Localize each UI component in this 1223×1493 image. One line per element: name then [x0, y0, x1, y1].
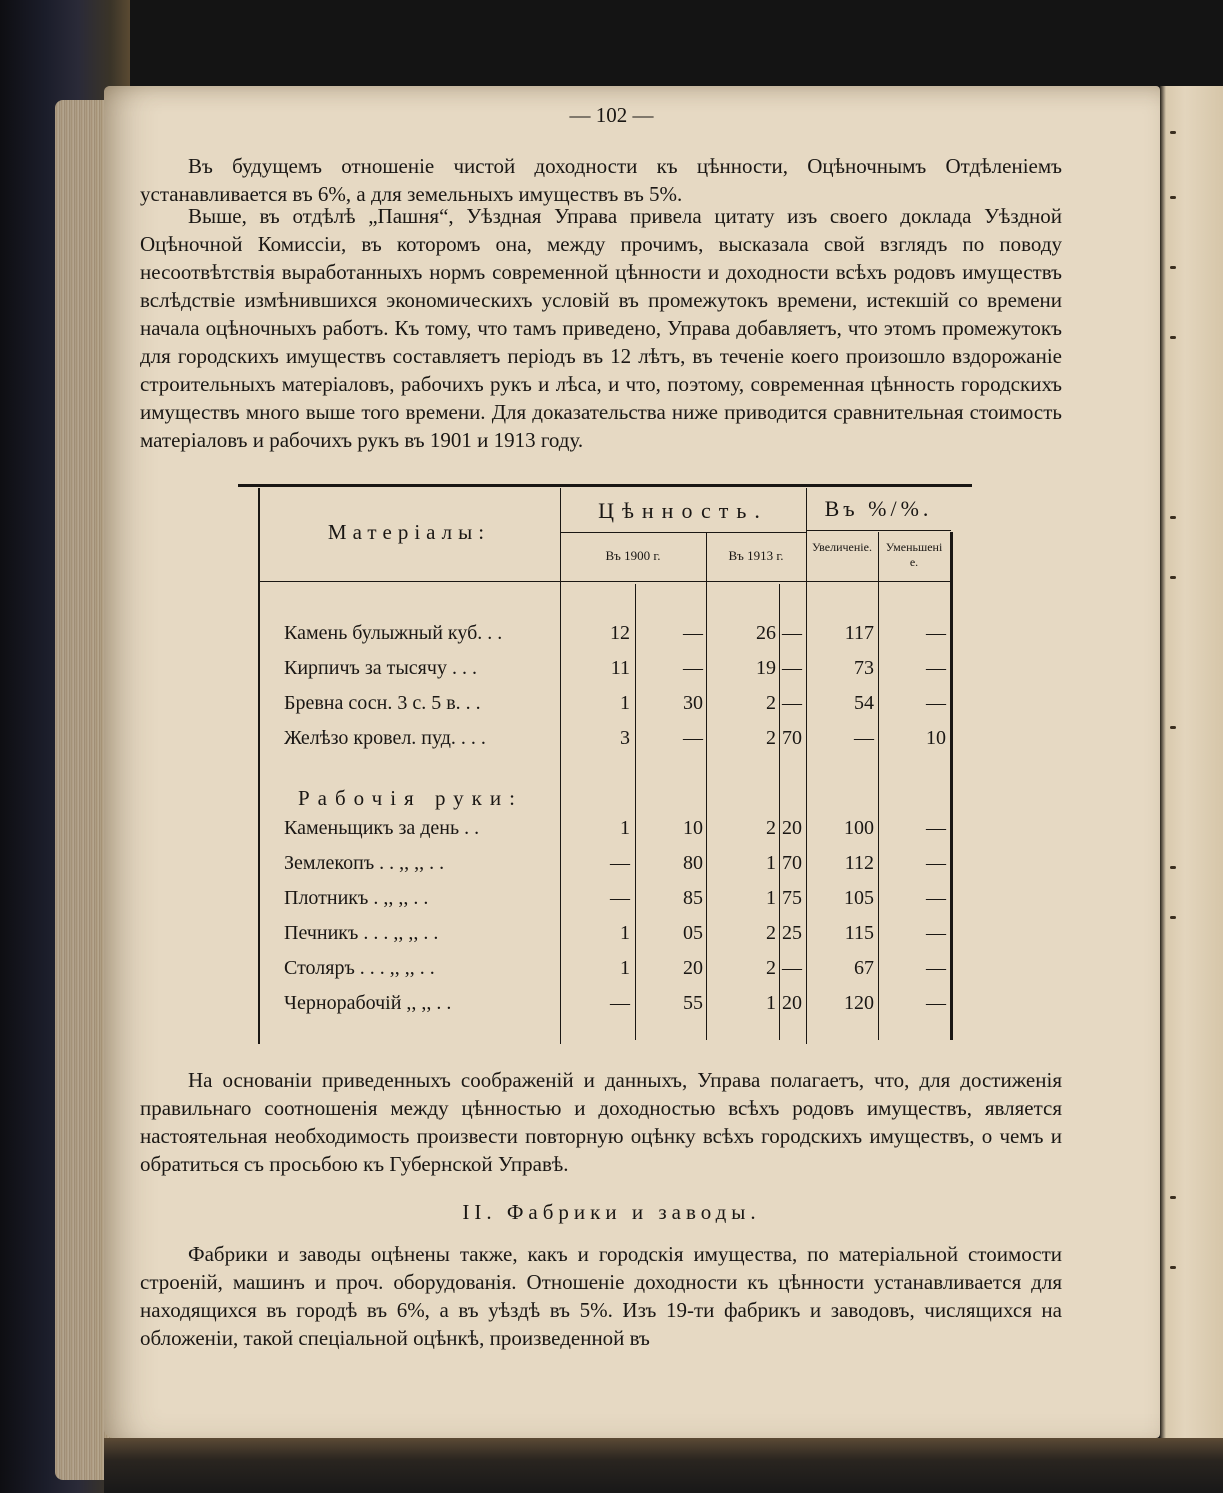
table-left-rule — [258, 488, 260, 1044]
col-rule-2 — [706, 532, 707, 1040]
cell-k1: 10 — [683, 817, 703, 839]
cell-r2: 2 — [766, 957, 776, 979]
cell-r2: 19 — [756, 657, 776, 679]
cell-dec: — — [926, 852, 946, 874]
cell-k1: 20 — [683, 957, 703, 979]
header-rule-percent — [806, 530, 951, 531]
col-rule-3 — [806, 488, 807, 1044]
cell-k1: 30 — [683, 692, 703, 714]
cell-k2: 75 — [782, 887, 802, 909]
cell-inc: 100 — [844, 817, 874, 839]
paragraph-3: На основаніи приведенныхъ соображеній и данныхъ, Управа полагаетъ, что, для достиженія правильнаго соотношенія между цѣнностью и доходностью всѣхъ родовъ имуществъ, является настоятельная необходимость произвести повторную оцѣнку всѣхъ городскихъ имуществъ, о чемъ и обратиться съ просьбою къ Губернской Управѣ. — [140, 1068, 1062, 1176]
cell-r1: 1 — [620, 957, 630, 979]
header-value: Цѣнность. — [598, 498, 768, 523]
cell-k2: 25 — [782, 922, 802, 944]
header-bottom-rule — [258, 581, 951, 582]
row-label: Печникъ . . . ,, ,, . . — [284, 922, 439, 944]
cell-r2: 2 — [766, 692, 776, 714]
cell-r1: — — [610, 992, 630, 1014]
cell-inc: 115 — [844, 922, 874, 944]
cell-r2: 1 — [766, 852, 776, 874]
cell-inc: 54 — [854, 692, 874, 714]
paragraph-4: Фабрики и заводы оцѣнены также, какъ и городскія имущества, по матеріальной стоимости строеній, машинъ и проч. оборудованія. Отношеніе доходности къ цѣнности устанавливается для находящихся въ городѣ въ 6%, а въ уѣздѣ въ 5%. Изъ 19-ти фабрикъ и заводовъ, числящихся на обложеніи, такой спеціальной оцѣнкѣ, произведенной въ — [140, 1242, 1062, 1350]
row-label: Чернорабочій ,, ,, . . — [284, 992, 452, 1014]
cell-k1: 85 — [683, 887, 703, 909]
header-rule-value — [560, 532, 806, 533]
cell-k1: 55 — [683, 992, 703, 1014]
cell-dec: — — [926, 622, 946, 644]
page-number: — 102 — — [569, 103, 654, 127]
row-label: Столяръ . . . ,, ,, . . — [284, 957, 435, 979]
cell-k2: — — [782, 692, 802, 714]
cell-k2: — — [782, 657, 802, 679]
header-decrease: Уменьшеніе. — [885, 540, 943, 569]
cell-inc: — — [854, 727, 874, 749]
cell-dec: — — [926, 922, 946, 944]
cell-k2: 70 — [782, 727, 802, 749]
cell-r1: 1 — [620, 692, 630, 714]
cell-k1: 80 — [683, 852, 703, 874]
cell-dec: — — [926, 817, 946, 839]
cell-r1: 11 — [610, 657, 630, 679]
header-1913: Въ 1913 г. — [728, 548, 784, 563]
cell-dec: — — [926, 657, 946, 679]
cell-r1: 3 — [620, 727, 630, 749]
paragraph-1: Въ будущемъ отношеніе чистой доходности къ цѣнности, Оцѣночнымъ Отдѣленіемъ устанавливается въ 6%, а для земельныхъ имуществъ въ 5%. — [140, 154, 1062, 206]
cell-r1: 12 — [610, 622, 630, 644]
cell-inc: 105 — [844, 887, 874, 909]
cell-inc: 73 — [854, 657, 874, 679]
row-label: Камень булыжный куб. . . — [284, 622, 503, 644]
cell-k1: — — [683, 622, 703, 644]
col-rule-4 — [878, 532, 879, 1040]
header-materials: Матеріалы: — [327, 520, 491, 544]
cell-r2: 2 — [766, 817, 776, 839]
header-increase: Увеличеніе. — [812, 540, 872, 554]
cell-r1: — — [610, 852, 630, 874]
row-label: Каменьщикъ за день . . — [284, 817, 480, 839]
page-bottom-shadow — [104, 1438, 1223, 1493]
cell-r1: 1 — [620, 922, 630, 944]
cell-r1: — — [610, 887, 630, 909]
row-label: Бревна сосн. 3 с. 5 в. . . — [284, 692, 481, 714]
cell-k1: — — [683, 727, 703, 749]
cell-r2: 2 — [766, 727, 776, 749]
header-1900: Въ 1900 г. — [605, 548, 661, 563]
row-label: Желѣзо кровел. пуд. . . . — [284, 727, 486, 749]
cell-r2: 26 — [756, 622, 776, 644]
paragraph-2: Выше, въ отдѣлѣ „Пашня“, Уѣздная Управа привела цитату изъ своего доклада Уѣздной Оцѣночной Комиссіи, въ которомъ она, между прочимъ, высказала свой взглядъ по поводу несоотвѣтствія выработанныхъ нормъ современной цѣнности и доходности всѣхъ родовъ имуществъ вслѣдствіе измѣнившихся экономическихъ условій въ промежутокъ времени, истекшій со времени начала оцѣночныхъ работъ. Къ тому, что тамъ приведено, Управа добавляетъ, что этомъ промежутокъ для городскихъ имуществъ составляетъ періодъ въ 12 лѣтъ, въ теченіе коего произошло вздорожаніе строительныхъ матеріаловъ, рабочихъ рукъ и лѣса, и что, поэтому, современная цѣнность городскихъ имуществъ много выше того времени. Для доказательства ниже приводится сравнительная стоимость матеріаловъ и рабочихъ рукъ въ 1901 и 1913 году. — [140, 204, 1062, 452]
price-comparison-table — [238, 484, 972, 1044]
cell-r2: 1 — [766, 992, 776, 1014]
cell-k2: 20 — [782, 992, 802, 1014]
cell-dec: — — [926, 992, 946, 1014]
row-label: Плотникъ . ,, ,, . . — [284, 887, 429, 909]
cell-dec: — — [926, 692, 946, 714]
cell-dec: — — [926, 887, 946, 909]
cell-r2: 1 — [766, 887, 776, 909]
cell-k2: — — [782, 957, 802, 979]
cell-k2: 70 — [782, 852, 802, 874]
section-heading: II. Фабрики и заводы. — [462, 1200, 761, 1224]
cell-inc: 112 — [844, 852, 874, 874]
col-rule-1 — [560, 488, 561, 1044]
row-label: Землекопъ . . ,, ,, . . — [284, 852, 445, 874]
cell-inc: 67 — [854, 957, 874, 979]
header-percent: Въ %/%. — [824, 496, 933, 521]
cell-dec: — — [926, 957, 946, 979]
cell-dec: 10 — [926, 727, 946, 749]
cell-inc: 120 — [844, 992, 874, 1014]
cell-r1: 1 — [620, 817, 630, 839]
cell-r2: 2 — [766, 922, 776, 944]
table-top-rule — [238, 484, 972, 487]
cell-k2: — — [782, 622, 802, 644]
table-right-rule — [950, 532, 953, 1040]
col-rule-kop1 — [635, 584, 636, 1040]
cell-k2: 20 — [782, 817, 802, 839]
cell-k1: 05 — [683, 922, 703, 944]
col-rule-kop2 — [779, 584, 780, 1040]
row-label: Кирпичъ за тысячу . . . — [284, 657, 477, 679]
section-labor: Рабочія руки: — [298, 786, 523, 810]
cell-inc: 117 — [844, 622, 874, 644]
cell-k1: — — [683, 657, 703, 679]
next-page-edge — [1160, 86, 1223, 1438]
